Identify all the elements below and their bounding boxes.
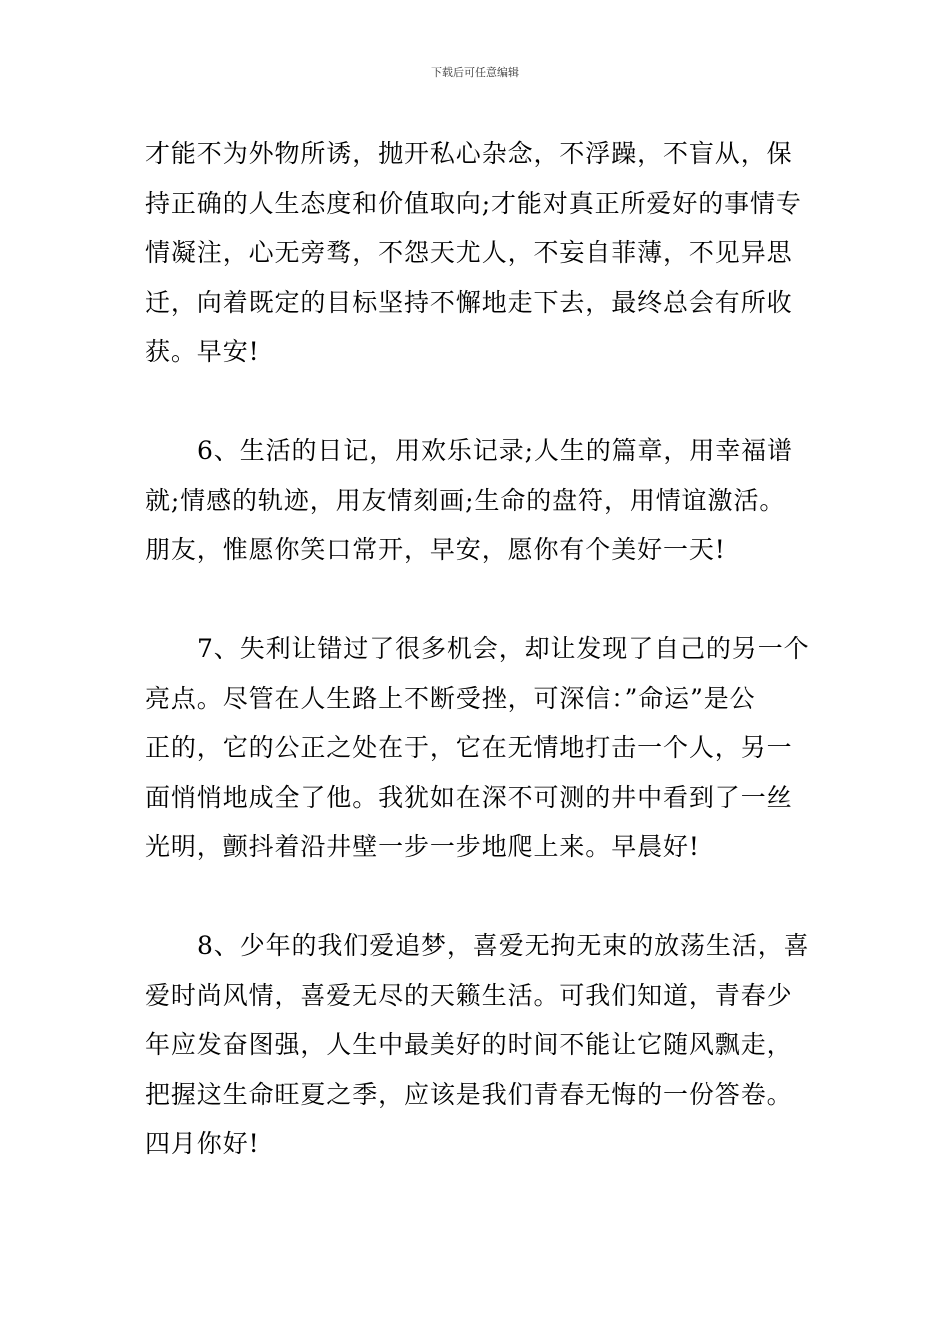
text-line: 8、少年的我们爱追梦，喜爱无拘无束的放荡生活，喜	[197, 931, 810, 960]
text-line: 就;情感的轨迹，用友情刻画;生命的盘符，用情谊激活。	[145, 485, 786, 515]
text-line: 亮点。尽管在人生路上不断受挫，可深信：”命运”是公	[145, 683, 756, 713]
text-line: 爱时尚风情，喜爱无尽的天籁生活。可我们知道，青春少	[145, 980, 793, 1010]
text-line: 面悄悄地成全了他。我犹如在深不可测的井中看到了一丝	[145, 782, 793, 812]
paragraph-8	[145, 921, 810, 1169]
paragraph-7	[145, 624, 810, 872]
text-line: 光明，颤抖着沿井壁一步一步地爬上来。早晨好!	[145, 832, 700, 861]
text-line: 正的，它的公正之处在于，它在无情地打击一个人，另一	[145, 733, 793, 762]
text-line: 6、生活的日记，用欢乐记录;人生的篇章，用幸福谱	[197, 436, 793, 465]
text-line: 把握这生命旺夏之季，应该是我们青春无悔的一份答卷。	[145, 1079, 793, 1109]
paragraph-spacer	[145, 377, 807, 427]
text-line: 四月你好!	[145, 1129, 260, 1158]
text-line: 获。早安!	[145, 337, 260, 366]
paragraph-spacer	[145, 872, 807, 922]
text-line: 持正确的人生态度和价值取向;才能对真正所爱好的事情专	[145, 188, 802, 218]
paragraph-spacer	[145, 575, 807, 625]
paragraph-continuation	[145, 129, 807, 377]
text-line: 年应发奋图强，人生中最美好的时间不能让它随风飘走，	[145, 1030, 793, 1059]
page-header: 下载后可任意编辑	[431, 66, 519, 79]
text-line: 7、失利让错过了很多机会，却让发现了自己的另一个	[197, 634, 810, 663]
text-line: 迁，向着既定的目标坚持不懈地走下去，最终总会有所收	[145, 287, 793, 317]
text-line: 情凝注，心无旁骛，不怨天尤人，不妄自菲薄，不见异思	[145, 238, 793, 267]
paragraph-6	[145, 426, 807, 575]
text-line: 才能不为外物所诱，抛开私心杂念，不浮躁，不盲从，保	[145, 139, 793, 168]
document-body	[145, 129, 810, 1169]
text-line: 朋友，惟愿你笑口常开，早安，愿你有个美好一天!	[145, 535, 726, 564]
